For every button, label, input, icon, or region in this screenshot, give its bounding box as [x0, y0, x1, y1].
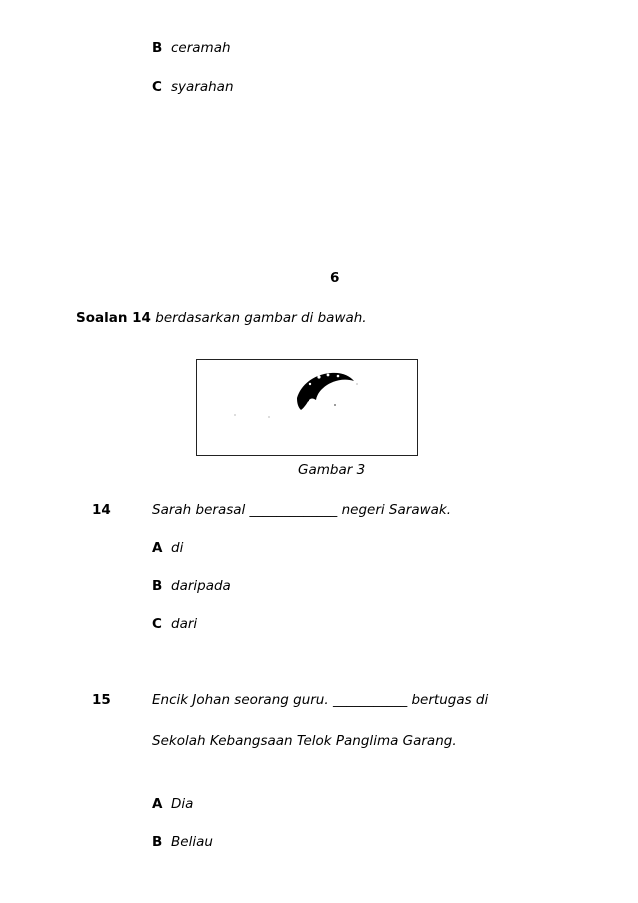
option-letter: A [152, 796, 163, 812]
option-letter: B [152, 834, 163, 850]
picture-dot [327, 374, 330, 377]
picture-blot [297, 373, 354, 410]
picture-dot [337, 375, 340, 378]
option-letter: C [152, 79, 162, 95]
page-number: 6 [330, 270, 340, 286]
option-letter: A [152, 540, 163, 556]
picture-frame [196, 359, 418, 456]
picture-speck [334, 404, 336, 406]
picture-dot [309, 383, 311, 385]
option-letter: B [152, 40, 163, 56]
figure-caption: Gambar 3 [298, 462, 366, 478]
section-lead: Soalan 14 [76, 310, 151, 326]
option-text: di [171, 540, 184, 556]
option-text: syarahan [171, 79, 234, 95]
question-number-15: 15 [92, 692, 111, 708]
option-b-15 [152, 834, 213, 850]
question-number-14: 14 [92, 502, 111, 518]
question-14-stem: Sarah berasal _____________ negeri Sarawak. [152, 502, 452, 518]
option-text: daripada [171, 578, 231, 594]
option-letter: B [152, 578, 163, 594]
option-text: dari [171, 616, 198, 632]
option-a-15 [152, 796, 193, 812]
option-b-prev [152, 40, 231, 56]
option-a-14 [152, 540, 183, 556]
option-letter: C [152, 616, 162, 632]
picture-image [197, 360, 417, 455]
question-15-stem-line2: Sekolah Kebangsaan Telok Panglima Garang. [152, 733, 457, 749]
option-c-14 [152, 616, 197, 632]
option-text: Dia [171, 796, 194, 812]
picture-speck [268, 416, 269, 417]
section-instruction [76, 310, 367, 326]
picture-speck [356, 383, 357, 384]
option-text: Beliau [171, 834, 213, 850]
option-c-prev [152, 79, 234, 95]
question-15-stem-line1: Encik Johan seorang guru. ___________ bertugas di [152, 692, 489, 708]
picture-dot [317, 375, 320, 378]
picture-speck [234, 414, 235, 415]
section-rest: berdasarkan gambar di bawah. [155, 310, 367, 326]
option-b-14 [152, 578, 231, 594]
option-text: ceramah [171, 40, 231, 56]
